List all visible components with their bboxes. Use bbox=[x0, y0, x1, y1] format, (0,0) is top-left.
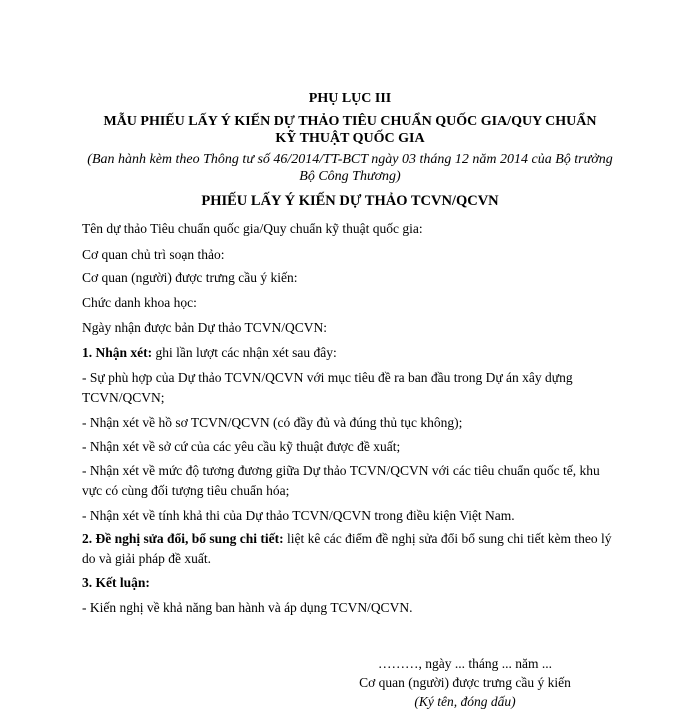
section2-paragraph bbox=[82, 529, 622, 569]
form-title: MẪU PHIẾU LẤY Ý KIẾN DỰ THẢO TIÊU CHUẨN QUỐC GIA/QUY CHUẨN KỸ THUẬT QUỐC GIA bbox=[103, 114, 597, 146]
section2-text: liệt kê các điểm đề nghị sửa đổi bổ sung chi tiết kèm theo lý do và giải pháp đề xuất. bbox=[82, 531, 612, 566]
signature-note: (Ký tên, đóng dấu) bbox=[414, 694, 516, 709]
ballot-title: PHIẾU LẤY Ý KIẾN DỰ THẢO TCVN/QCVN bbox=[201, 193, 499, 209]
field-drafting-agency: Cơ quan chủ trì soạn thảo: bbox=[82, 247, 225, 262]
appendix-title: PHỤ LỤC III bbox=[308, 91, 392, 106]
section1-heading: 1. Nhận xét: bbox=[82, 345, 153, 360]
section2-heading: 2. Đề nghị sửa đổi, bổ sung chi tiết: bbox=[82, 531, 284, 546]
section1-item: - Nhận xét về tính khả thi của Dự thảo TCVN/QCVN trong điều kiện Việt Nam. bbox=[82, 508, 515, 523]
signature-signer: Cơ quan (người) được trưng cầu ý kiến bbox=[359, 675, 571, 690]
issued-note: (Ban hành kèm theo Thông tư số 46/2014/TT-BCT ngày 03 tháng 12 năm 2014 của Bộ trưởng Bộ Công Thương) bbox=[87, 152, 613, 184]
section1-item: - Nhận xét về hồ sơ TCVN/QCVN (có đầy đủ và đúng thủ tục không); bbox=[82, 415, 463, 430]
section3-heading: 3. Kết luận: bbox=[82, 575, 150, 590]
field-received-date: Ngày nhận được bản Dự thảo TCVN/QCVN: bbox=[82, 320, 327, 335]
signature-date-line: ………, ngày ... tháng ... năm ... bbox=[378, 656, 552, 671]
section1-intro-line bbox=[82, 343, 622, 363]
section3-item: - Kiến nghị về khả năng ban hành và áp dụng TCVN/QCVN. bbox=[82, 600, 413, 615]
field-draft-name: Tên dự thảo Tiêu chuẩn quốc gia/Quy chuẩn kỹ thuật quốc gia: bbox=[82, 221, 423, 236]
field-consulted-agency: Cơ quan (người) được trưng cầu ý kiến: bbox=[82, 270, 298, 285]
section1-intro: ghi lần lượt các nhận xét sau đây: bbox=[152, 345, 337, 360]
section1-item: - Sự phù hợp của Dự thảo TCVN/QCVN với mục tiêu đề ra ban đầu trong Dự án xây dựng TCVN/QCVN; bbox=[82, 370, 573, 405]
section1-item: - Nhận xét về sở cứ của các yêu cầu kỹ thuật được đề xuất; bbox=[82, 439, 401, 454]
field-academic-title: Chức danh khoa học: bbox=[82, 295, 197, 310]
section1-item: - Nhận xét về mức độ tương đương giữa Dự thảo TCVN/QCVN với các tiêu chuẩn quốc tế, khu vực có cùng đối tượng tiêu chuẩn hóa; bbox=[82, 463, 600, 498]
